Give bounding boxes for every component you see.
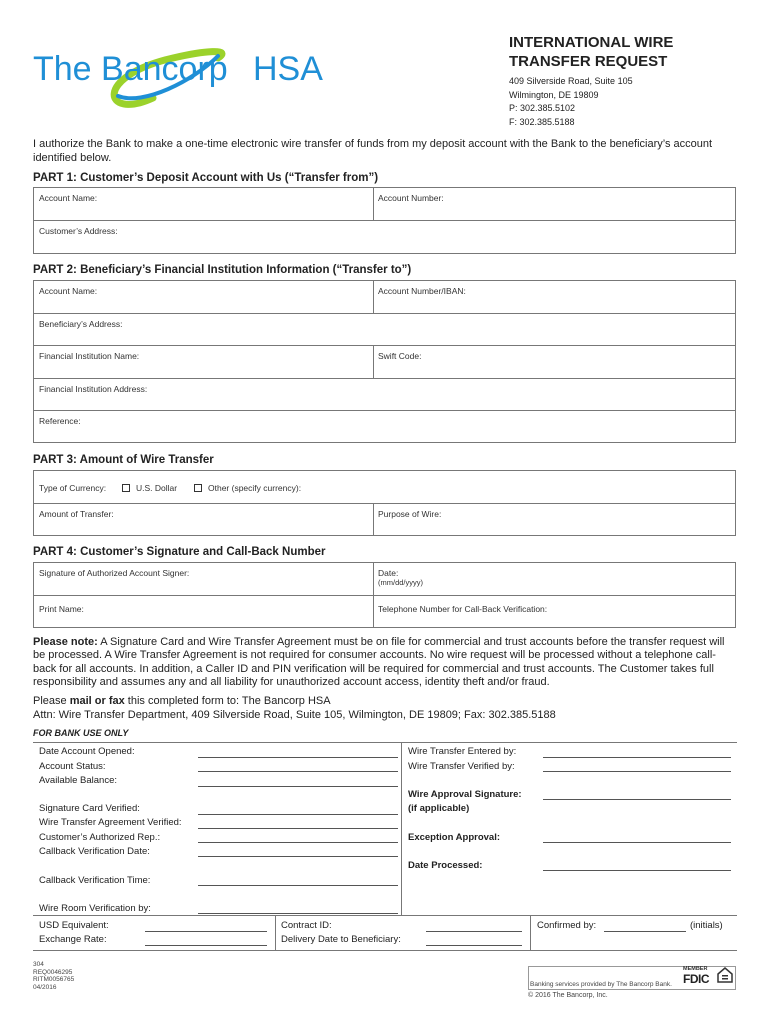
- wire-verified-label: Wire Transfer Verified by:: [408, 761, 515, 772]
- logo-text-hsa: HSA: [253, 50, 323, 88]
- fdic-logo: FDIC: [683, 972, 709, 986]
- part3-currency-label: Type of Currency:: [39, 483, 107, 493]
- bank-bottom-divider-2: [530, 915, 531, 950]
- bank-left-label-2: Available Balance:: [39, 775, 117, 786]
- part4-box: [33, 562, 736, 628]
- exception-approval-label: Exception Approval:: [408, 832, 501, 843]
- please-note-paragraph: [33, 636, 739, 689]
- bank-left-label-5: Customer’s Authorized Rep.:: [39, 832, 161, 843]
- wire-approval-label: Wire Approval Signature:: [408, 789, 522, 800]
- signature-field[interactable]: [34, 563, 373, 595]
- please-note-text: A Signature Card and Wire Transfer Agreement must be on file for commercial and trust accounts before the transfer request will be processed. A Wire Transfer Agreement is not required for consumer accounts. No wire request will be processed without a telephone call-back for all accounts. In addition, a Caller ID and PIN verification will be required for commercial and trust accounts. The Customer takes full responsibility and assumes any and all liability for unauthorized account access, identity theft and/or fraud.: [33, 636, 725, 688]
- part2-account-number-field[interactable]: [373, 281, 735, 313]
- contract-id-line[interactable]: [426, 931, 522, 932]
- callback-phone-field[interactable]: [373, 596, 735, 627]
- part2-heading: PART 2: Beneficiary’s Financial Institution Information (“Transfer to”): [33, 264, 412, 276]
- part1-address-label: Customer’s Address:: [39, 226, 118, 236]
- bank-left-line-7[interactable]: [198, 885, 398, 886]
- bank-left-line-5[interactable]: [198, 842, 398, 843]
- part1-account-number-label: Account Number:: [378, 193, 444, 203]
- part1-account-name-label: Account Name:: [39, 193, 98, 203]
- address-phone: P: 302.385.5102: [509, 103, 576, 113]
- part3-row-amount: [34, 504, 735, 535]
- form-codes: [33, 961, 74, 991]
- part2-fi-address-field[interactable]: [34, 379, 735, 411]
- part3-box: [33, 470, 736, 536]
- form-title-line1: INTERNATIONAL WIRE: [509, 34, 674, 51]
- part2-account-number-label: Account Number/IBAN:: [378, 286, 466, 296]
- address-line2: Wilmington, DE 19809: [509, 89, 599, 100]
- other-currency-checkbox[interactable]: [194, 484, 202, 492]
- bank-left-label-6: Callback Verification Date:: [39, 846, 150, 857]
- mail-attn: Attn: Wire Transfer Department, 409 Silverside Road, Suite 105, Wilmington, DE 19809; Fax: 302.385.5188: [33, 709, 556, 721]
- bank-left-label-7: Callback Verification Time:: [39, 875, 151, 886]
- wire-entered-line[interactable]: [543, 757, 731, 758]
- date-processed-line[interactable]: [543, 870, 731, 871]
- bank-left-line-0[interactable]: [198, 757, 398, 758]
- part2-reference-field[interactable]: [34, 411, 735, 442]
- signature-label: Signature of Authorized Account Signer:: [39, 568, 190, 578]
- mail-instructions: [33, 694, 739, 722]
- print-name-label: Print Name:: [39, 604, 84, 614]
- logo-text-bancorp: The Bancorp: [33, 50, 228, 88]
- callback-phone-label: Telephone Number for Call-Back Verification:: [378, 604, 548, 614]
- date-label: Date:: [378, 568, 399, 578]
- if-applicable-label: (if applicable): [408, 803, 470, 814]
- bank-left-line-8[interactable]: [198, 913, 398, 914]
- bank-bottom-rule: [33, 950, 737, 951]
- part3-heading: PART 3: Amount of Wire Transfer: [33, 454, 214, 466]
- date-field[interactable]: [373, 563, 735, 595]
- usd-option[interactable]: [122, 483, 177, 493]
- part2-account-name-field[interactable]: [34, 281, 373, 313]
- contract-id-label: Contract ID:: [281, 920, 332, 931]
- bancorp-hsa-logo: [33, 36, 338, 116]
- other-currency-option[interactable]: [194, 483, 301, 493]
- initials-label: (initials): [690, 920, 723, 931]
- usd-checkbox[interactable]: [122, 484, 130, 492]
- bank-bottom-divider-1: [275, 915, 276, 950]
- usd-equivalent-label: USD Equivalent:: [39, 920, 109, 931]
- part4-row-signature: [34, 563, 735, 596]
- part3-currency-row: [34, 471, 735, 504]
- part1-box: [33, 187, 736, 254]
- bank-left-label-0: Date Account Opened:: [39, 746, 135, 757]
- date-format-hint: (mm/dd/yyyy): [378, 578, 423, 587]
- part2-fi-name-field[interactable]: [34, 346, 373, 378]
- bank-section-divider: [401, 742, 402, 915]
- bank-use-only-title: FOR BANK USE ONLY: [33, 728, 129, 738]
- bank-section-top-rule: [33, 742, 737, 743]
- part3-purpose-label: Purpose of Wire:: [378, 509, 442, 519]
- authorization-text: I authorize the Bank to make a one-time electronic wire transfer of funds from my deposit account with the Bank to the beneficiary’s account identified below.: [33, 138, 713, 164]
- bank-left-label-3: Signature Card Verified:: [39, 803, 140, 814]
- part2-box: [33, 280, 736, 443]
- bank-left-line-3[interactable]: [198, 814, 398, 815]
- part2-swift-label: Swift Code:: [378, 351, 422, 361]
- copyright-text: © 2016 The Bancorp, Inc.: [528, 992, 608, 999]
- part4-row-name: [34, 596, 735, 627]
- part1-address-field[interactable]: [34, 221, 735, 253]
- bank-left-line-2[interactable]: [198, 786, 398, 787]
- wire-approval-line[interactable]: [543, 799, 731, 800]
- confirmed-by-label: Confirmed by:: [537, 920, 597, 931]
- banking-services-text: Banking services provided by The Bancorp Bank.: [530, 981, 672, 988]
- wire-entered-label: Wire Transfer Entered by:: [408, 746, 517, 757]
- delivery-date-label: Delivery Date to Beneficiary:: [281, 934, 401, 945]
- part1-heading: PART 1: Customer’s Deposit Account with Us (“Transfer from”): [33, 172, 379, 184]
- usd-option-label: U.S. Dollar: [136, 483, 178, 493]
- bank-left-label-8: Wire Room Verification by:: [39, 903, 151, 914]
- part3-purpose-field[interactable]: [373, 504, 735, 535]
- member-text: MEMBER: [683, 966, 708, 972]
- part2-row-institution: [34, 346, 735, 379]
- form-title-line2: TRANSFER REQUEST: [509, 53, 668, 70]
- form-code-0: 304: [33, 961, 44, 968]
- exception-approval-line[interactable]: [543, 842, 731, 843]
- mail-pre: Please: [33, 695, 70, 707]
- exchange-rate-label: Exchange Rate:: [39, 934, 107, 945]
- address-fax: F: 302.385.5188: [509, 116, 575, 127]
- mail-bold: mail or fax: [69, 695, 125, 707]
- part2-account-name-label: Account Name:: [39, 286, 98, 296]
- form-code-1: REQ0046295: [33, 968, 73, 976]
- bank-left-line-6[interactable]: [198, 856, 398, 857]
- address-line1: 409 Silverside Road, Suite 105: [509, 76, 633, 86]
- part1-row-account: [34, 188, 735, 221]
- print-name-field[interactable]: [34, 596, 373, 627]
- part1-account-name-field[interactable]: [34, 188, 373, 220]
- part4-heading: PART 4: Customer’s Signature and Call-Back Number: [33, 546, 326, 558]
- bank-bottom-rule-top: [33, 915, 737, 916]
- part2-row-account: [34, 281, 735, 314]
- part2-fi-address-label: Financial Institution Address:: [39, 384, 148, 394]
- bank-left-line-1[interactable]: [198, 771, 398, 772]
- part2-reference-label: Reference:: [39, 416, 81, 426]
- part3-amount-field[interactable]: [34, 504, 373, 535]
- wire-verified-line[interactable]: [543, 771, 731, 772]
- part2-beneficiary-address-label: Beneficiary’s Address:: [39, 319, 123, 329]
- part1-account-number-field[interactable]: [373, 188, 735, 220]
- form-code-2: RITM0056765: [33, 976, 75, 983]
- mail-post: this completed form to: The Bancorp HSA: [124, 695, 331, 707]
- usd-equivalent-line[interactable]: [145, 931, 267, 932]
- exchange-rate-line[interactable]: [145, 945, 267, 946]
- delivery-date-line[interactable]: [426, 945, 522, 946]
- part2-fi-name-label: Financial Institution Name:: [39, 351, 140, 361]
- bank-address: [509, 75, 633, 129]
- other-currency-label: Other (specify currency):: [208, 483, 302, 493]
- confirmed-by-line[interactable]: [604, 931, 686, 932]
- part2-swift-field[interactable]: [373, 346, 735, 378]
- bank-left-label-1: Account Status:: [39, 761, 106, 772]
- part2-beneficiary-address-field[interactable]: [34, 314, 735, 346]
- bank-left-line-4[interactable]: [198, 828, 398, 829]
- please-note-lead: Please note:: [33, 636, 98, 648]
- date-processed-label: Date Processed:: [408, 860, 483, 871]
- form-title: [509, 33, 673, 71]
- bank-left-label-4: Wire Transfer Agreement Verified:: [39, 817, 182, 828]
- part3-amount-label: Amount of Transfer:: [39, 509, 114, 519]
- form-code-3: 04/2016: [33, 983, 57, 991]
- equal-housing-icon: [717, 967, 733, 983]
